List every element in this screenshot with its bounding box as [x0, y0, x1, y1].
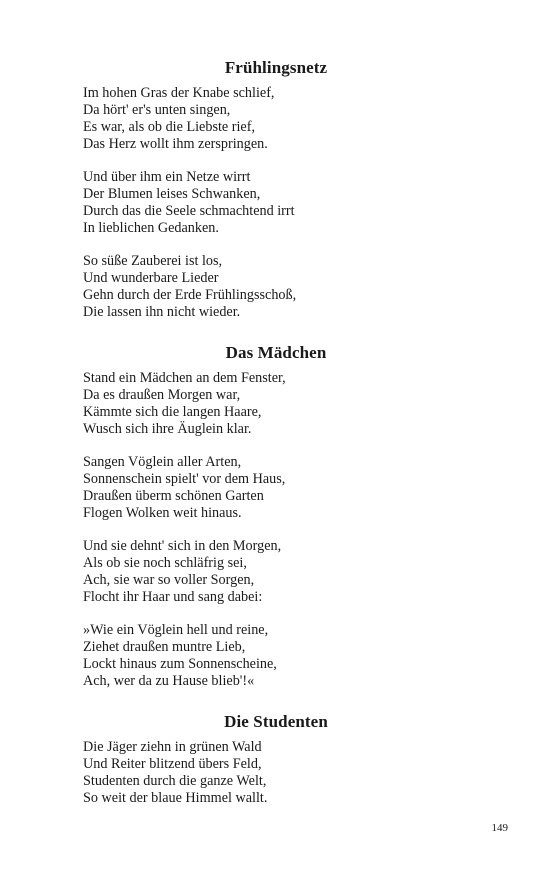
- stanza: [83, 370, 469, 438]
- verse-line: In lieblichen Gedanken.: [83, 220, 219, 236]
- verse-line: Und wunderbare Lieder: [83, 270, 219, 286]
- verse-line: So süße Zauberei ist los,: [83, 253, 223, 269]
- stanza: [83, 169, 469, 237]
- verse-line: Die Jäger ziehn in grünen Wald: [83, 739, 262, 755]
- verse-line: Der Blumen leises Schwanken,: [83, 186, 261, 202]
- verse-line: So weit der blaue Himmel wallt.: [83, 790, 268, 806]
- verse-line: Als ob sie noch schläfrig sei,: [83, 555, 247, 571]
- page-number: 149: [491, 822, 508, 834]
- verse-line: Flocht ihr Haar und sang dabei:: [83, 589, 263, 605]
- stanza: [83, 538, 469, 606]
- verse-line: Da hört' er's unten singen,: [83, 102, 231, 118]
- verse-line: Und über ihm ein Netze wirrt: [83, 169, 251, 185]
- verse-line: Gehn durch der Erde Frühlingsschoß,: [83, 287, 297, 303]
- verse-line: Kämmte sich die langen Haare,: [83, 404, 262, 420]
- poem-title: Frühlingsnetz: [224, 58, 328, 77]
- poem-das-maedchen: [83, 343, 469, 706]
- verse-line: »Wie ein Vöglein hell und reine,: [83, 622, 269, 638]
- stanza: [83, 253, 469, 321]
- poem-title: Die Studenten: [224, 712, 328, 731]
- verse-line: Stand ein Mädchen an dem Fenster,: [83, 370, 286, 386]
- verse-line: Flogen Wolken weit hinaus.: [83, 505, 242, 521]
- poem-title: Das Mädchen: [225, 343, 327, 362]
- verse-line: Und Reiter blitzend übers Feld,: [83, 756, 262, 772]
- verse-line: Das Herz wollt ihm zerspringen.: [83, 136, 268, 152]
- verse-line: Und sie dehnt' sich in den Morgen,: [83, 538, 282, 554]
- verse-line: Lockt hinaus zum Sonnenscheine,: [83, 656, 277, 672]
- stanza: [83, 454, 469, 522]
- verse-line: Ziehet draußen muntre Lieb,: [83, 639, 246, 655]
- verse-line: Wusch sich ihre Äuglein klar.: [83, 421, 252, 437]
- stanza: [83, 739, 469, 807]
- verse-line: Ach, wer da zu Hause blieb'!«: [83, 673, 255, 689]
- verse-line: Da es draußen Morgen war,: [83, 387, 241, 403]
- poem-fruehlingsnetz: [83, 58, 469, 337]
- stanza: [83, 85, 469, 153]
- verse-line: Studenten durch die ganze Welt,: [83, 773, 267, 789]
- verse-line: Durch das die Seele schmachtend irrt: [83, 203, 295, 219]
- verse-line: Die lassen ihn nicht wieder.: [83, 304, 241, 320]
- poem-die-studenten: [83, 712, 469, 823]
- verse-line: Draußen überm schönen Garten: [83, 488, 264, 504]
- verse-line: Sonnenschein spielt' vor dem Haus,: [83, 471, 286, 487]
- stanza: [83, 622, 469, 690]
- verse-line: Es war, als ob die Liebste rief,: [83, 119, 255, 135]
- verse-line: Im hohen Gras der Knabe schlief,: [83, 85, 275, 101]
- verse-line: Sangen Vöglein aller Arten,: [83, 454, 242, 470]
- verse-line: Ach, sie war so voller Sorgen,: [83, 572, 255, 588]
